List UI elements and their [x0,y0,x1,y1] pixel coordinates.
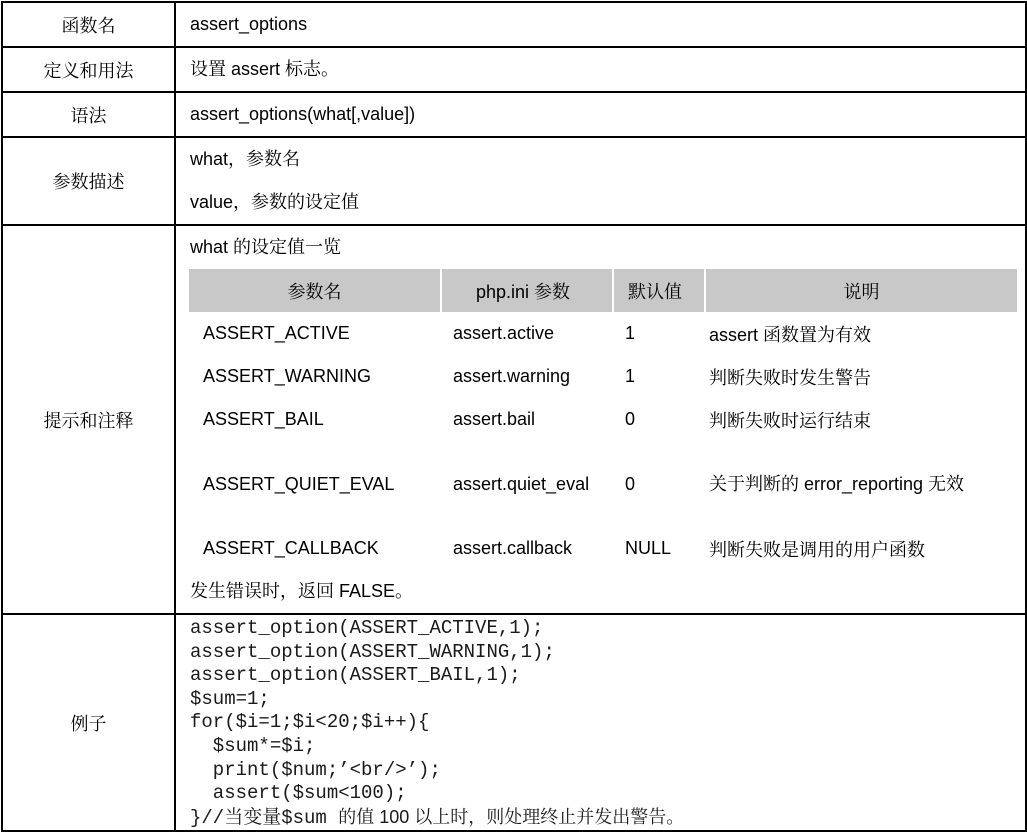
code-line: assert_option(ASSERT_ACTIVE,1); [190,617,544,639]
header-param-name: 参数名 [189,269,441,312]
code-line-head: }//当变量$sum [190,806,327,829]
notes-intro: what 的设定值一览 [190,237,342,257]
row-example [2,614,1026,831]
function-reference-table [1,1,1027,832]
cell-default: 1 [625,323,636,343]
cell-default: 1 [625,366,636,386]
cell-default: 0 [625,409,636,429]
cell-description: 判断失败是调用的用户函数 [709,539,925,560]
cell-php-ini: assert.bail [453,409,536,429]
row-syntax [2,92,1026,137]
row-notes [2,225,1026,614]
value-params [175,137,1026,225]
cell-param-name: ASSERT_QUIET_EVAL [203,473,395,494]
value-syntax [175,92,1026,137]
definition-text: 设置 assert 标志。 [190,59,340,79]
cell-description-text: 关于判断的 error_reporting 无效 [709,473,965,494]
label-definition: 定义和用法 [2,47,175,92]
cell-php-ini: assert.active [453,323,555,343]
header-php-ini: php.ini 参数 [441,269,613,312]
cell-default: 0 [625,473,636,494]
cell-description: 判断失败时运行结束 [709,410,871,431]
label-notes: 提示和注释 [2,225,175,614]
cell-description [705,441,1017,527]
table-row [189,398,1017,441]
row-function-name [2,2,1026,47]
code-line: assert_option(ASSERT_BAIL,1); [190,664,521,687]
what-values-header [189,269,1017,312]
param-value: value，参数的设定值 [190,192,360,212]
cell-default: NULL [625,538,672,558]
cell-param-name: ASSERT_CALLBACK [203,538,379,558]
value-example [175,614,1026,831]
table-row [189,527,1017,570]
table-row [189,441,1017,527]
table-row [189,312,1017,355]
row-definition [2,47,1026,92]
code-line-last [190,806,1025,831]
function-name-text: assert_options [190,14,308,34]
cell-param-name: ASSERT_WARNING [203,366,372,386]
cell-param-name: ASSERT_BAIL [203,409,324,429]
cell-php-ini: assert.callback [453,538,573,558]
param-what: what，参数名 [190,149,301,169]
syntax-text: assert_options(what[,value]) [190,104,416,124]
notes-return-value: 发生错误时，返回 FALSE。 [190,581,414,601]
code-block [190,617,1025,830]
row-params [2,137,1026,225]
label-params: 参数描述 [2,137,175,225]
code-line: assert($sum<100); [190,782,407,805]
label-function-name: 函数名 [2,2,175,47]
code-line: $sum*=$i; [190,734,316,757]
cell-description: assert 函数置为有效 [709,324,872,345]
label-example: 例子 [2,614,175,831]
cell-description: 判断失败时发生警告 [709,367,871,388]
table-row [189,355,1017,398]
value-function-name [175,2,1026,47]
code-line: print($num;’<br/>’); [190,758,441,781]
code-line: $sum=1; [190,687,270,710]
header-default: 默认值 [613,269,705,312]
header-description: 说明 [705,269,1017,312]
what-values-table [189,269,1017,570]
cell-php-ini: assert.warning [453,366,571,386]
code-line: assert_option(ASSERT_WARNING,1); [190,640,555,663]
cell-param-name: ASSERT_ACTIVE [203,323,350,343]
value-definition [175,47,1026,92]
cell-php-ini: assert.quiet_eval [453,473,590,494]
code-line-comment-tail: 的值 100 以上时，则处理终止并发出警告。 [338,806,685,827]
label-syntax: 语法 [2,92,175,137]
value-notes [175,225,1026,614]
code-line: for($i=1;$i<20;$i++){ [190,711,430,734]
